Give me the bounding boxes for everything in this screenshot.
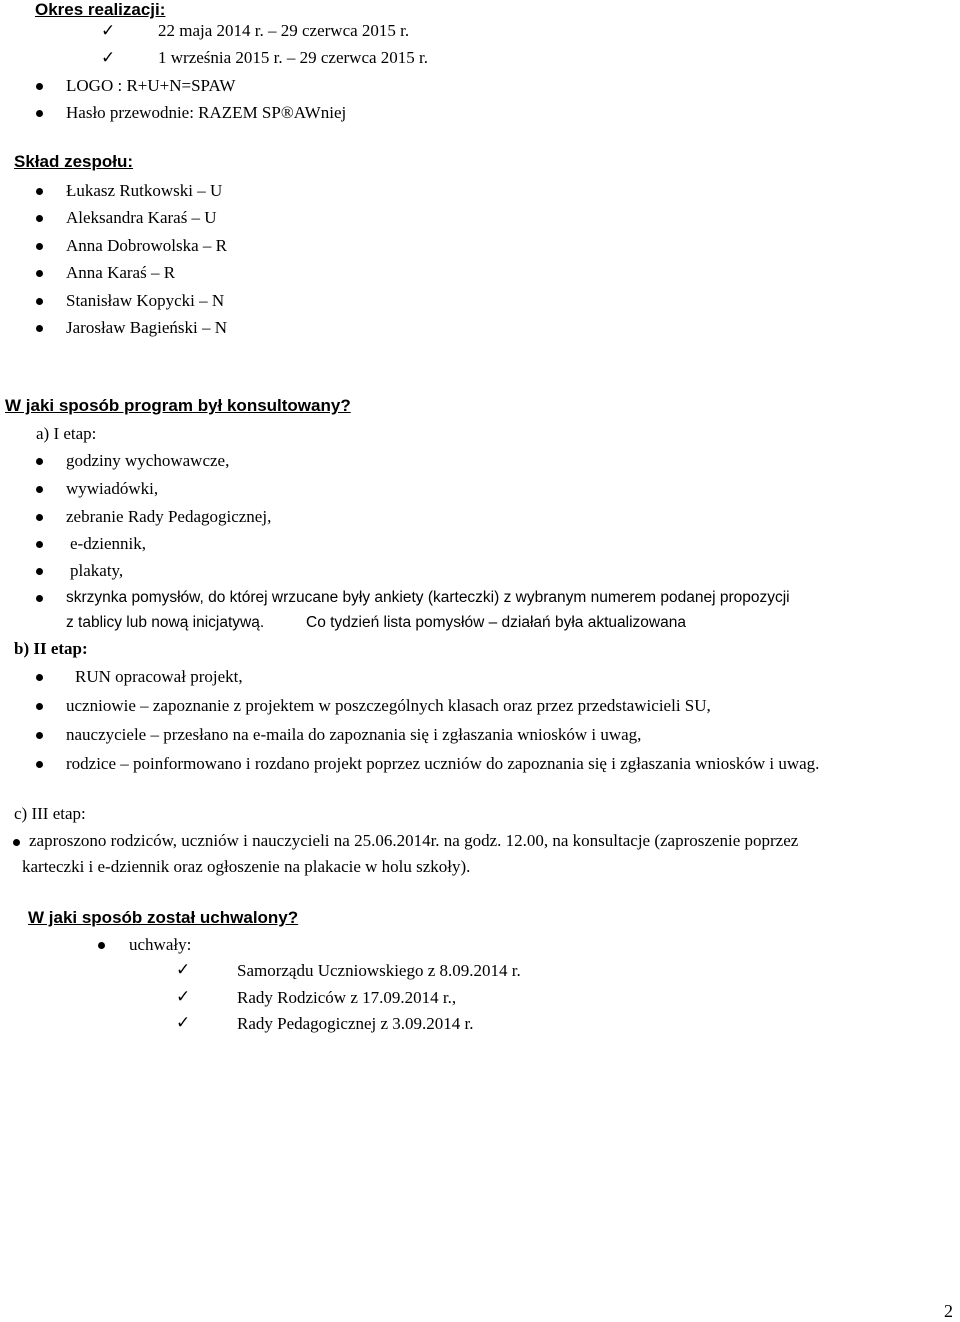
stage-a-item: zebranie Rady Pedagogicznej, — [66, 507, 272, 526]
bullet-icon — [36, 595, 43, 602]
logo-text: LOGO : R+U+N=SPAW — [66, 76, 236, 95]
stage-a-item: wywiadówki, — [66, 479, 159, 498]
team-member: Aleksandra Karaś – U — [66, 208, 217, 227]
stage-c-label: c) III etap: — [14, 804, 86, 823]
bullet-icon — [36, 541, 43, 548]
team-member: Anna Karaś – R — [66, 263, 176, 282]
bullet-icon — [36, 188, 43, 195]
stage-b-item: rodzice – poinformowano i rozdano projekt poprzez uczniów do zapoznania się i zgłaszania wniosków i uwag. — [66, 754, 820, 773]
section-heading-zespol: Skład zespołu: — [14, 152, 134, 171]
bullet-icon — [36, 325, 43, 332]
stage-a-item: godziny wychowawcze, — [66, 451, 230, 470]
page-number: 2 — [944, 1301, 953, 1321]
bullet-icon — [36, 458, 43, 465]
stage-a-item-skrzynka-cont: z tablicy lub nową inicjatywą. — [66, 614, 265, 631]
bullet-icon — [36, 514, 43, 521]
date-range-2: 1 września 2015 r. – 29 czerwca 2015 r. — [158, 48, 429, 67]
checkmark-icon: ✓ — [176, 1013, 191, 1033]
resolution-item: Samorządu Uczniowskiego z 8.09.2014 r. — [237, 961, 521, 980]
motto-text: Hasło przewodnie: RAZEM SP®AWniej — [66, 103, 347, 122]
stage-b-item: RUN opracował projekt, — [75, 667, 243, 686]
stage-a-label: a) I etap: — [36, 424, 97, 443]
date-range-1: 22 maja 2014 r. – 29 czerwca 2015 r. — [158, 21, 410, 40]
resolution-item: Rady Pedagogicznej z 3.09.2014 r. — [237, 1014, 474, 1033]
bullet-icon — [13, 839, 20, 846]
bullet-icon — [36, 215, 43, 222]
section-heading-konsultacje: W jaki sposób program był konsultowany? — [5, 396, 351, 415]
checkmark-icon: ✓ — [176, 960, 191, 980]
bullet-icon — [36, 703, 43, 710]
resolution-item: Rady Rodziców z 17.09.2014 r., — [237, 988, 457, 1007]
checkmark-icon: ✓ — [101, 48, 116, 68]
stage-a-item: plakaty, — [70, 561, 124, 580]
stage-a-item: e-dziennik, — [70, 534, 146, 553]
bullet-icon — [36, 568, 43, 575]
resolutions-label: uchwały: — [129, 935, 192, 954]
team-member: Anna Dobrowolska – R — [66, 236, 228, 255]
bullet-icon — [98, 942, 105, 949]
bullet-icon — [36, 761, 43, 768]
bullet-icon — [36, 243, 43, 250]
checkmark-icon: ✓ — [176, 987, 191, 1007]
bullet-icon — [36, 270, 43, 277]
section-heading-okres: Okres realizacji: — [35, 0, 166, 19]
team-member: Stanisław Kopycki – N — [66, 291, 225, 310]
stage-c-text-line1: zaproszono rodziców, uczniów i nauczycieli na 25.06.2014r. na godz. 12.00, na konsultacje (zaproszenie poprzez — [29, 831, 799, 850]
stage-a-item-skrzynka: skrzynka pomysłów, do której wrzucane były ankiety (karteczki) z wybranym numerem podanej propozycji — [66, 589, 790, 606]
stage-b-item: nauczyciele – przesłano na e-maila do zapoznania się i zgłaszania wniosków i uwag, — [66, 725, 642, 744]
team-member: Łukasz Rutkowski – U — [66, 181, 223, 200]
stage-b-label: b) II etap: — [14, 639, 88, 658]
stage-a-update-note: Co tydzień lista pomysłów – działań była aktualizowana — [306, 614, 686, 631]
bullet-icon — [36, 83, 43, 90]
checkmark-icon: ✓ — [101, 21, 116, 41]
bullet-icon — [36, 298, 43, 305]
section-heading-uchwalenie: W jaki sposób został uchwalony? — [28, 908, 299, 927]
bullet-icon — [36, 732, 43, 739]
bullet-icon — [36, 486, 43, 493]
bullet-icon — [36, 674, 43, 681]
stage-c-text-line2: karteczki i e-dziennik oraz ogłoszenie na plakacie w holu szkoły). — [22, 857, 471, 876]
stage-b-item: uczniowie – zapoznanie z projektem w poszczególnych klasach oraz przez przedstawicieli SU, — [66, 696, 711, 715]
bullet-icon — [36, 110, 43, 117]
team-member: Jarosław Bagieński – N — [66, 318, 228, 337]
